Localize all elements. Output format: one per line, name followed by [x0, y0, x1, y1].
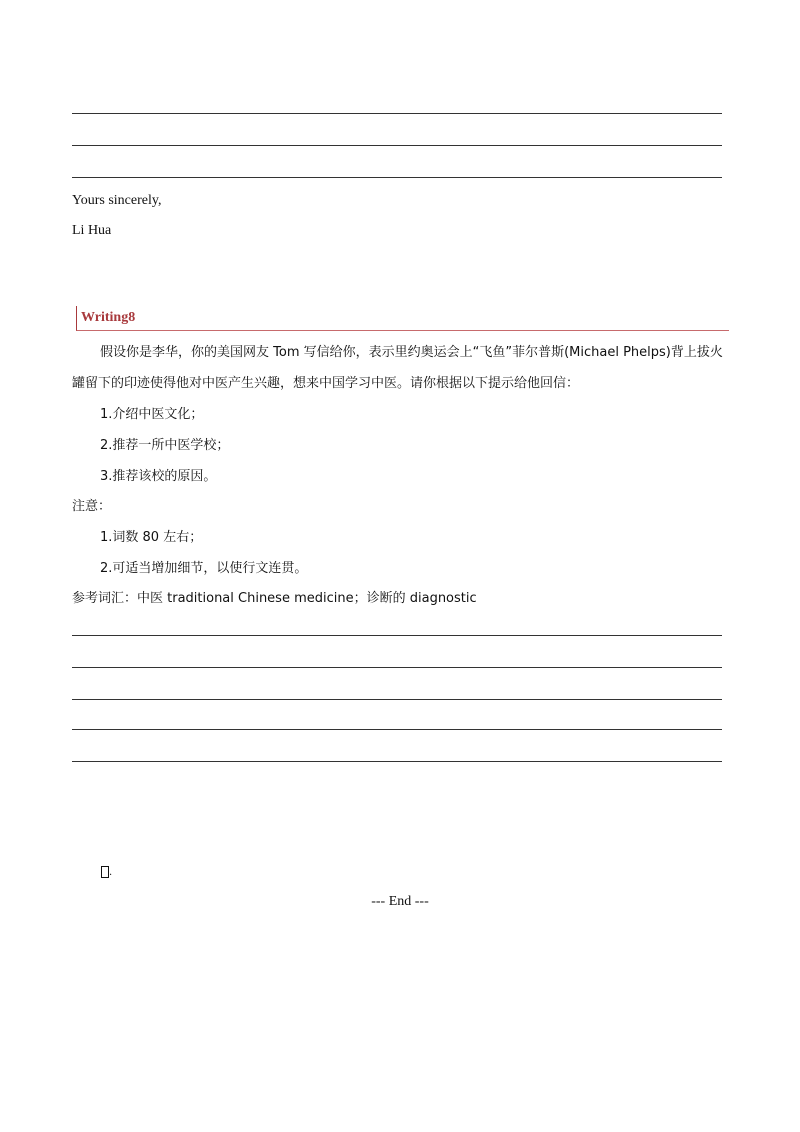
box-icon — [101, 866, 109, 878]
sign-off: Yours sincerely, — [72, 193, 162, 208]
section-heading — [76, 306, 729, 331]
point-item: 1.介绍中医文化； — [100, 407, 204, 422]
writing-prompt: 假设你是李华，你的美国网友 Tom 写信给你，表示里约奥运会上“飞鱼”菲尔普斯(Michael Phelps)背上拔火罐留下的印迹使得他对中医产生兴趣，想来中国学习中医。请你根据以下提示给他回信： — [72, 345, 723, 391]
period-mark: . — [109, 867, 113, 878]
answer-line — [72, 177, 722, 178]
point-item: 3.推荐该校的原因。 — [100, 469, 217, 484]
answer-line — [72, 145, 722, 146]
answer-line — [72, 635, 722, 636]
point-item: 2.推荐一所中医学校； — [100, 438, 230, 453]
answer-line — [72, 113, 722, 114]
answer-line — [72, 761, 722, 762]
vocabulary-reference: 参考词汇：中医 traditional Chinese medicine；诊断的 diagnostic — [72, 591, 477, 606]
section-title: Writing8 — [81, 310, 136, 325]
end-marker: --- End --- — [371, 894, 429, 909]
note-item: 2.可适当增加细节，以使行文连贯。 — [100, 561, 308, 576]
note-item: 1.词数 80 左右； — [100, 530, 203, 545]
answer-line — [72, 699, 722, 700]
answer-line — [72, 729, 722, 730]
answer-line — [72, 667, 722, 668]
signature-name: Li Hua — [72, 223, 112, 238]
notes-label: 注意： — [72, 499, 112, 514]
